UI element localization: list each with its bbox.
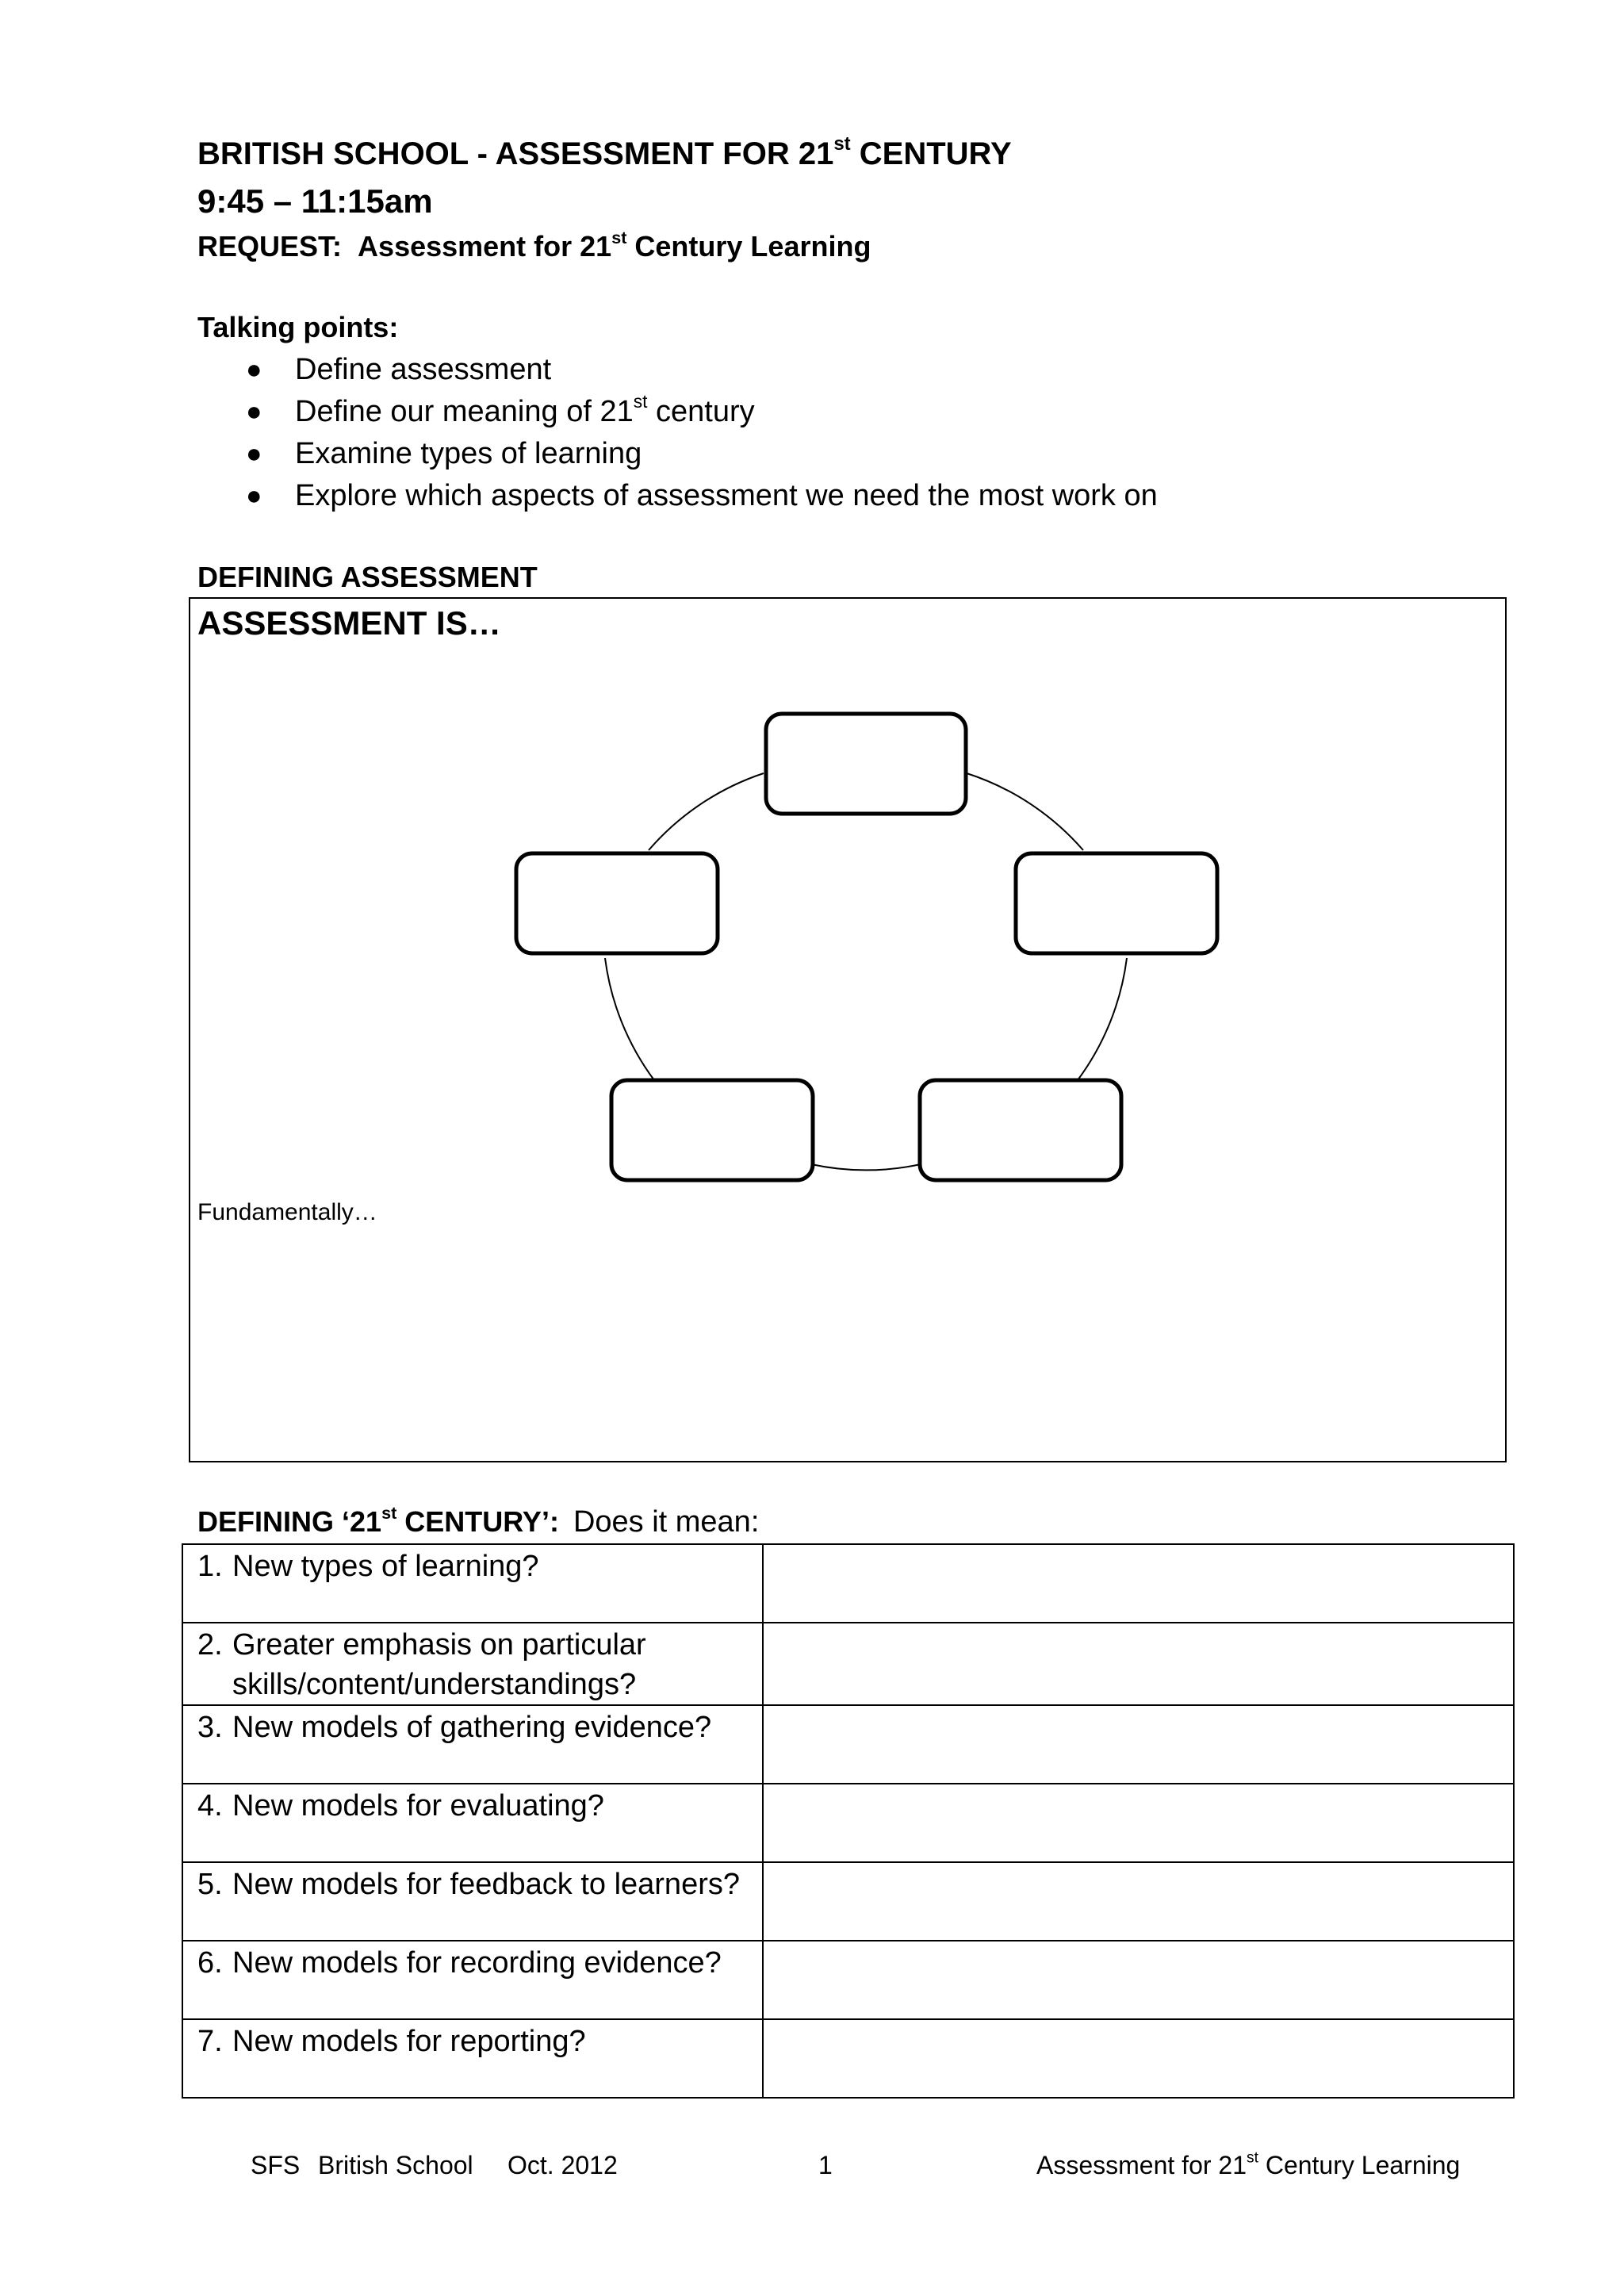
cycle-box-bottom-left bbox=[611, 1080, 813, 1180]
question-cell: 2. Greater emphasis on particular skills/content/understandings? bbox=[182, 1623, 763, 1705]
century-questions-table bbox=[182, 1543, 1515, 2099]
table-row bbox=[182, 1862, 1514, 1941]
cycle-box-top bbox=[766, 714, 966, 814]
cycle-arc bbox=[1078, 958, 1127, 1080]
question-cell: 7. New models for reporting? bbox=[182, 2019, 763, 2098]
session-time: 9:45 – 11:15am bbox=[197, 182, 433, 220]
cycle-box-left bbox=[516, 853, 718, 953]
table-row bbox=[182, 1784, 1514, 1862]
footer-page-number: 1 bbox=[818, 2151, 833, 2179]
footer-org: SFS bbox=[251, 2151, 301, 2179]
list-item: ● Examine types of learning bbox=[246, 433, 1158, 475]
answer-cell[interactable] bbox=[763, 1544, 1514, 1623]
footer-document-title: Assessment for 21st Century Learning bbox=[1036, 2149, 1461, 2179]
cycle-box-bottom-right bbox=[920, 1080, 1121, 1180]
table-row bbox=[182, 2019, 1514, 2098]
cycle-box-right bbox=[1016, 853, 1217, 953]
answer-cell[interactable] bbox=[763, 1705, 1514, 1784]
assessment-box-title: ASSESSMENT IS… bbox=[197, 604, 501, 642]
list-item: ● Explore which aspects of assessment we need the most work on bbox=[246, 475, 1158, 517]
defining-assessment-heading: DEFINING ASSESSMENT bbox=[197, 561, 538, 593]
request-line: REQUEST: Assessment for 21st Century Learning bbox=[197, 227, 871, 263]
question-cell: 6. New models for recording evidence? bbox=[182, 1941, 763, 2019]
answer-cell[interactable] bbox=[763, 1862, 1514, 1941]
footer-date: Oct. 2012 bbox=[508, 2151, 618, 2179]
talking-points-heading: Talking points: bbox=[197, 311, 399, 343]
table-row bbox=[182, 1544, 1514, 1623]
answer-cell[interactable] bbox=[763, 1784, 1514, 1862]
defining-21st-prompt: Does it mean: bbox=[573, 1505, 760, 1539]
cycle-arc bbox=[967, 773, 1083, 850]
footer-school: British School bbox=[318, 2151, 473, 2179]
document-title: BRITISH SCHOOL - ASSESSMENT FOR 21st CENTURY bbox=[197, 133, 1012, 171]
table-row bbox=[182, 1941, 1514, 2019]
question-cell: 4. New models for evaluating? bbox=[182, 1784, 763, 1862]
bullet-icon: ● bbox=[246, 397, 262, 427]
question-cell: 1. New types of learning? bbox=[182, 1544, 763, 1623]
table-row bbox=[182, 1705, 1514, 1784]
cycle-arc bbox=[605, 958, 654, 1080]
list-item: ● Define assessment bbox=[246, 349, 1158, 391]
answer-cell[interactable] bbox=[763, 1941, 1514, 2019]
fundamentally-note: Fundamentally… bbox=[197, 1199, 377, 1225]
defining-21st-century-heading: DEFINING ‘21st CENTURY’: Does it mean: bbox=[197, 1502, 760, 1539]
cycle-arc bbox=[811, 1164, 921, 1170]
cycle-arc bbox=[649, 773, 764, 850]
request-label: REQUEST: bbox=[197, 230, 343, 263]
answer-cell[interactable] bbox=[763, 1623, 1514, 1705]
table-row bbox=[182, 1623, 1514, 1705]
answer-cell[interactable] bbox=[763, 2019, 1514, 2098]
bullet-icon: ● bbox=[246, 355, 262, 385]
bullet-icon: ● bbox=[246, 481, 262, 511]
list-item: ● Define our meaning of 21st century bbox=[246, 391, 1158, 433]
question-cell: 5. New models for feedback to learners? bbox=[182, 1862, 763, 1941]
question-cell: 3. New models of gathering evidence? bbox=[182, 1705, 763, 1784]
bullet-icon: ● bbox=[246, 439, 262, 469]
